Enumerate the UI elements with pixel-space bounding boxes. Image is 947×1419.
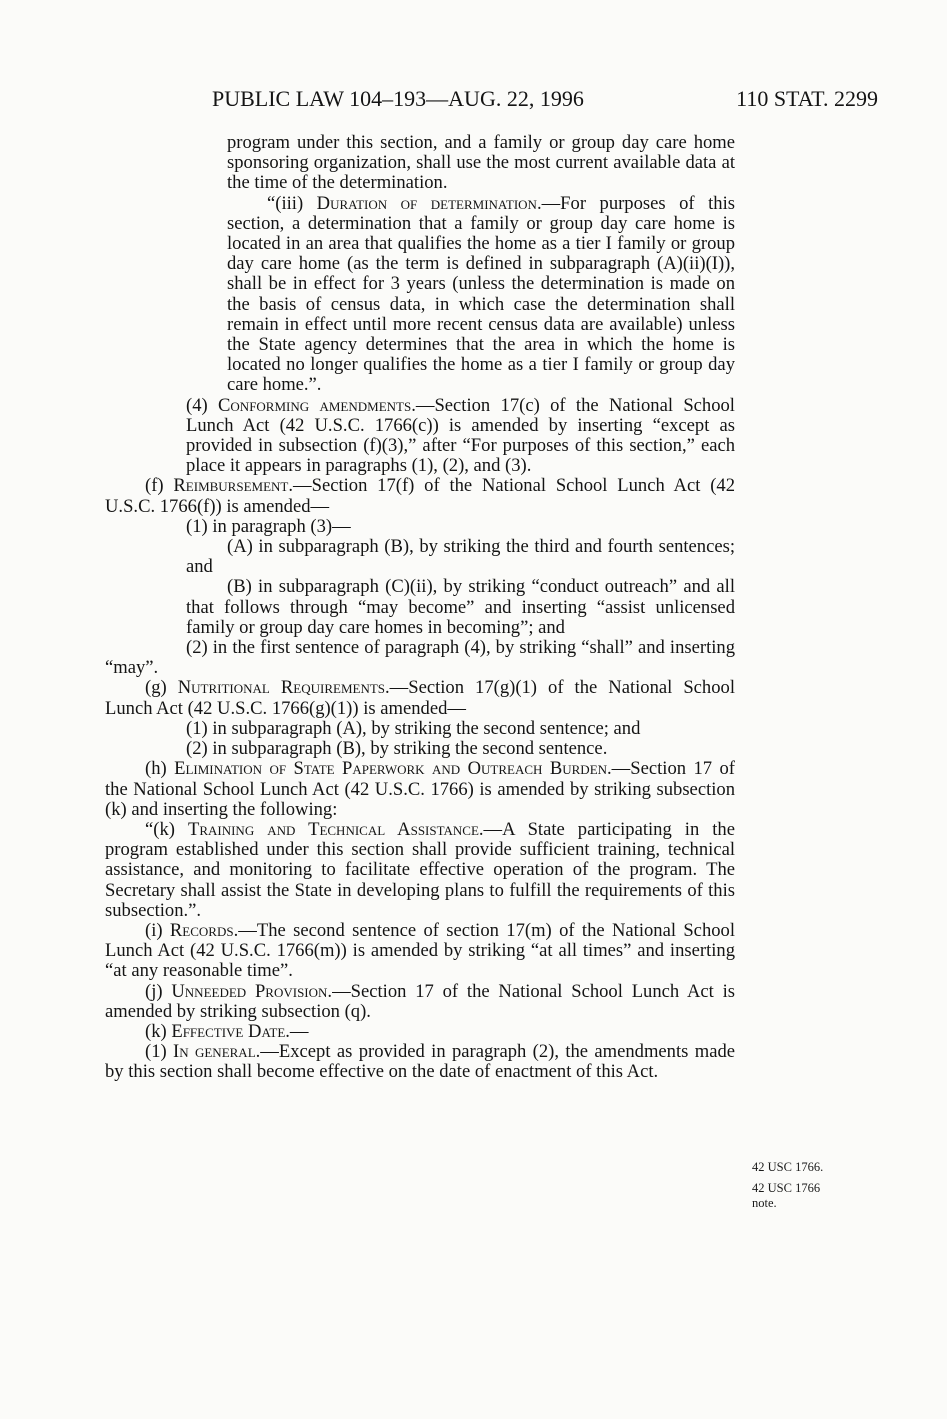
heading-reimbursement: Reimbursement — [173, 475, 289, 497]
paragraph-training-and-assistance: “(k) Training and Technical Assistance.—A State participating in the program established under this section shall provide sufficient training, technical assistance, and monitoring to facilitate effective operation of the program. The Secretary shall assist the State in developing plans to fulfill the requirements of this subsection.”. — [105, 818, 735, 921]
heading-duration-of-determination: Duration of determination — [316, 192, 537, 214]
paragraph-in-general: (1) In general.—Except as provided in paragraph (2), the amendments made by this section shall become effective on the date of enactment of this Act. — [105, 1041, 735, 1083]
text-column — [105, 133, 735, 1083]
heading-in-general: In general — [173, 1041, 256, 1063]
paragraph-duration-of-determination: “(iii) Duration of determination.—For purposes of this section, a determination that a family or group day care home is located in an area that qualifies the home as a tier I family or group day care home (as the term is defined in subparagraph (A)(ii)(I)), shall be in effect for 3 years (unless the determination is made on the basis of census data, in which case the determination shall remain in effect until more recent census data are available) unless the State agency determines that the area in which the home is located no longer qualifies the home as a tier I family or group day care home.”. — [227, 192, 735, 396]
heading-elimination-of-paperwork: Elimination of State Paperwork and Outreach Burden — [174, 758, 608, 780]
paragraph-effective-date: (k) Effective Date.— — [145, 1020, 309, 1042]
paragraph-f1-A: (A) in subparagraph (B), by striking the third and fourth sentences; and — [186, 536, 735, 578]
statute-page-number: 110 STAT. 2299 — [736, 86, 878, 111]
heading-effective-date: Effective Date — [171, 1020, 286, 1042]
paragraph-g1: (1) in subparagraph (A), by striking the second sentence; and — [186, 717, 641, 739]
public-law-citation: PUBLIC LAW 104–193—AUG. 22, 1996 — [212, 86, 584, 111]
paragraph-continuation: program under this section, and a family or group day care home sponsoring organization, shall use the most current available data at the time of the determination. — [227, 132, 735, 194]
paragraph-f1: (1) in paragraph (3)— — [186, 515, 351, 537]
paragraph-f2: (2) in the first sentence of paragraph (4), by striking “shall” and inserting “may”. — [105, 637, 735, 679]
paragraph-f1-B: (B) in subparagraph (C)(ii), by striking “conduct outreach” and all that follows through “may become” and inserting “assist unlicensed family or group day care homes in becoming”; and — [186, 576, 735, 638]
paragraph-unneeded-provision: (j) Unneeded Provision.—Section 17 of the National School Lunch Act is amended by striking subsection (q). — [105, 980, 736, 1022]
heading-unneeded-provision: Unneeded Provision — [171, 980, 328, 1002]
paragraph-nutritional-requirements: (g) Nutritional Requirements.—Section 17(g)(1) of the National School Lunch Act (42 U.S.C. 1766(g)(1)) is amended— — [105, 677, 735, 719]
heading-nutritional-requirements: Nutritional Requirements — [177, 677, 385, 699]
paragraph-conforming-amendments: (4) Conforming amendments.—Section 17(c) of the National School Lunch Act (42 U.S.C. 1766(c)) is amended by inserting “except as provided in subsection (f)(3),” after “For purposes of this section,” each place it appears in paragraphs (1), (2), and (3). — [186, 394, 735, 477]
margin-note-usc-1766-note — [752, 1181, 820, 1211]
running-header — [212, 82, 878, 116]
paragraph-g2: (2) in subparagraph (B), by striking the second sentence. — [186, 738, 608, 760]
margin-note-line: note. — [752, 1196, 777, 1210]
heading-records: Records — [169, 919, 234, 941]
heading-conforming-amendments: Conforming amendments — [218, 394, 412, 416]
margin-note-line: 42 USC 1766 — [752, 1181, 821, 1195]
paragraph-reimbursement: (f) Reimbursement.—Section 17(f) of the National School Lunch Act (42 U.S.C. 1766(f)) is amended— — [105, 475, 735, 517]
paragraph-elimination-of-paperwork: (h) Elimination of State Paperwork and Outreach Burden.—Section 17 of the National School Lunch Act (42 U.S.C. 1766) is amended by striking subsection (k) and inserting the following: — [105, 758, 735, 820]
paragraph-records: (i) Records.—The second sentence of section 17(m) of the National School Lunch Act (42 U.S.C. 1766(m)) is amended by striking “at all times” and inserting “at any reasonable time”. — [105, 919, 735, 982]
margin-note-usc-1766: 42 USC 1766. — [752, 1160, 824, 1174]
heading-training-and-assistance: Training and Technical Assistance — [187, 818, 479, 840]
